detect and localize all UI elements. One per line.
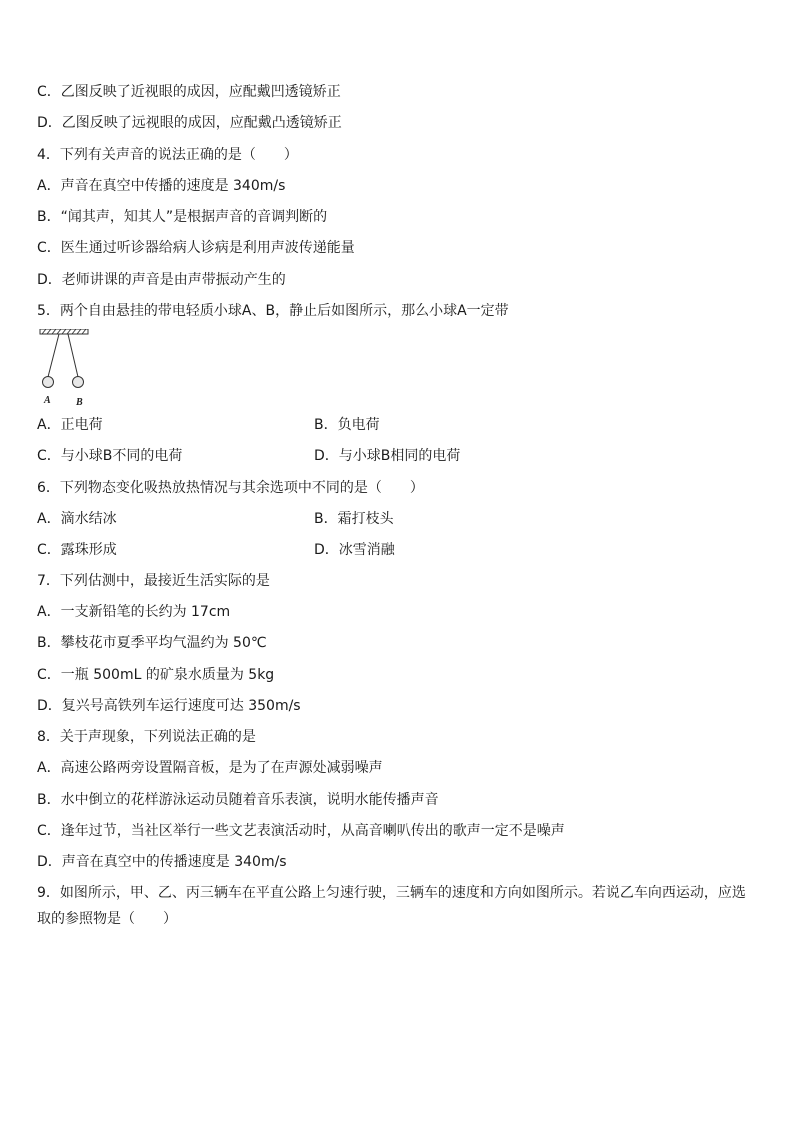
q4-option-d: D．老师讲课的声音是由声带振动产生的 <box>37 272 286 288</box>
q6-option-d: D．冰雪消融 <box>314 542 395 558</box>
q3-option-d: D．乙图反映了远视眼的成因，应配戴凸透镜矫正 <box>37 115 342 131</box>
q6-stem: 6．下列物态变化吸热放热情况与其余选项中不同的是（ ） <box>37 480 424 496</box>
q7-stem: 7．下列估测中，最接近生活实际的是 <box>37 573 270 589</box>
q7-option-b: B．攀枝花市夏季平均气温约为 50℃ <box>37 635 267 651</box>
q6-option-b: B．霜打枝头 <box>314 511 394 527</box>
q5-option-a: A．正电荷 <box>37 417 103 433</box>
q5-option-b: B．负电荷 <box>314 417 380 433</box>
string-a <box>48 334 59 377</box>
charged-balls-figure <box>36 329 92 409</box>
q8-option-b: B．水中倒立的花样游泳运动员随着音乐表演，说明水能传播声音 <box>37 792 439 808</box>
label-a: A <box>44 395 51 406</box>
q7-option-a: A．一支新铅笔的长约为 17cm <box>37 604 231 620</box>
q9-stem: 9．如图所示，甲、乙、丙三辆车在平直公路上匀速行驶，三辆车的速度和方向如图所示。若说乙车向西运动，应选取的参照物是（ ） <box>37 885 746 927</box>
string-b <box>68 334 78 377</box>
label-b: B <box>76 397 83 408</box>
q4-option-b: B．“闻其声，知其人”是根据声音的音调判断的 <box>37 209 328 225</box>
q8-option-a: A．高速公路两旁设置隔音板，是为了在声源处减弱噪声 <box>37 760 383 776</box>
q4-option-a: A．声音在真空中传播的速度是 340m/s <box>37 178 286 194</box>
q4-option-c: C．医生通过听诊器给病人诊病是利用声波传递能量 <box>37 240 355 256</box>
q8-option-c: C．逢年过节，当社区举行一些文艺表演活动时，从高音喇叭传出的歌声一定不是噪声 <box>37 823 565 839</box>
q3-option-c: C．乙图反映了近视眼的成因，应配戴凹透镜矫正 <box>37 84 341 100</box>
q8-option-d: D．声音在真空中的传播速度是 340m/s <box>37 854 287 870</box>
ball-a <box>43 377 54 388</box>
ball-b <box>73 377 84 388</box>
q5-option-c: C．与小球B不同的电荷 <box>37 448 183 464</box>
q8-stem: 8．关于声现象，下列说法正确的是 <box>37 729 256 745</box>
q6-option-a: A．滴水结冰 <box>37 511 117 527</box>
q4-stem: 4．下列有关声音的说法正确的是（ ） <box>37 147 298 163</box>
q7-option-c: C．一瓶 500mL 的矿泉水质量为 5kg <box>37 667 275 683</box>
q7-option-d: D．复兴号高铁列车运行速度可达 350m/s <box>37 698 301 714</box>
q6-option-c: C．露珠形成 <box>37 542 117 558</box>
q5-option-d: D．与小球B相同的电荷 <box>314 448 461 464</box>
q5-stem: 5．两个自由悬挂的带电轻质小球A、B，静止后如图所示，那么小球A一定带 <box>37 303 509 319</box>
